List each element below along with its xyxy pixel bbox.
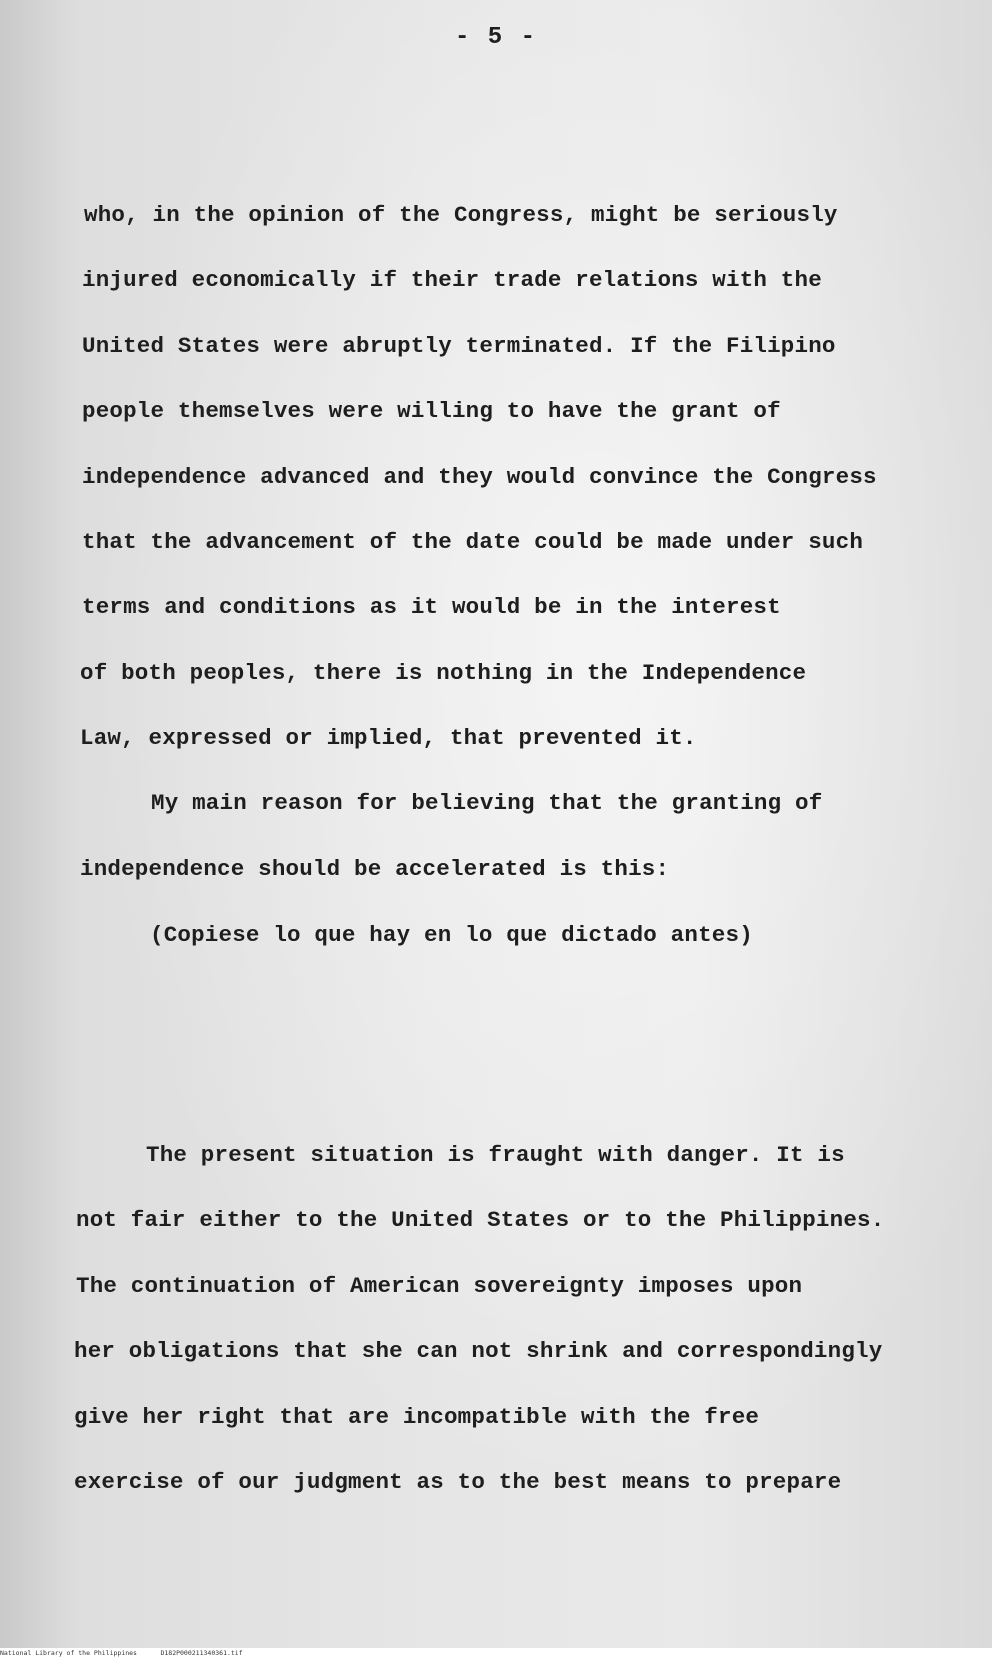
text-line: (Copiese lo que hay en lo que dictado antes) [150, 922, 753, 948]
text-line: independence should be accelerated is this: [80, 856, 670, 882]
footer-file: D182P000211340361.tif [160, 1649, 243, 1657]
text-line: The continuation of American sovereignty imposes upon [76, 1273, 803, 1299]
text-line: exercise of our judgment as to the best means to prepare [74, 1469, 842, 1495]
text-line: independence advanced and they would convince the Congress [82, 464, 877, 490]
text-line: who, in the opinion of the Congress, might be seriously [84, 202, 838, 228]
text-line: terms and conditions as it would be in the interest [82, 594, 781, 620]
page-number: - 5 - [454, 24, 537, 51]
text-line: people themselves were willing to have the grant of [82, 398, 781, 424]
scan-footer [0, 1648, 992, 1658]
text-line: My main reason for believing that the granting of [151, 790, 823, 816]
text-line: injured economically if their trade relations with the [82, 267, 822, 293]
text-line: of both peoples, there is nothing in the Independence [80, 660, 807, 686]
text-line: United States were abruptly terminated. If the Filipino [82, 333, 836, 359]
text-line: give her right that are incompatible with the free [74, 1404, 760, 1430]
text-line: The present situation is fraught with danger. It is [146, 1142, 845, 1168]
footer-source: National Library of the Philippines [0, 1649, 137, 1657]
text-line: not fair either to the United States or to the Philippines. [76, 1207, 885, 1233]
text-line: her obligations that she can not shrink and correspondingly [74, 1338, 883, 1364]
text-line: that the advancement of the date could be made under such [82, 529, 864, 555]
text-line: Law, expressed or implied, that prevented it. [80, 725, 697, 751]
